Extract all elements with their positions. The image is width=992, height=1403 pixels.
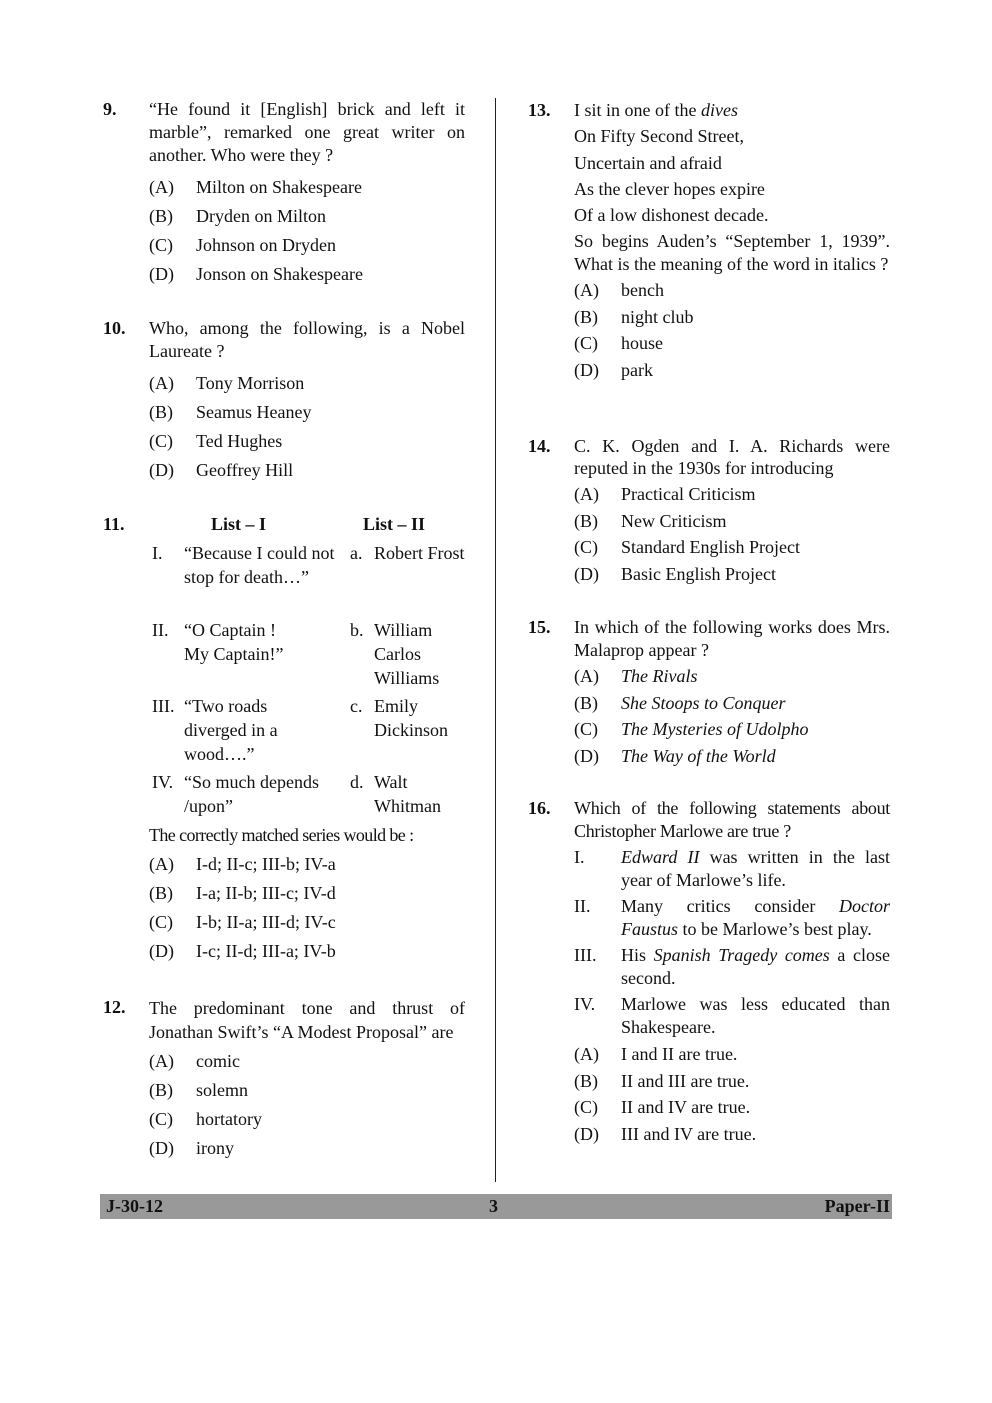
question-14: [528, 435, 890, 587]
question-number: 14.: [528, 436, 551, 456]
option-c: (C) I-b; II-a; III-d; IV-c: [149, 912, 336, 932]
option-c: (C) house: [574, 333, 663, 354]
option-d: (D) The Way of the World: [574, 745, 776, 766]
question-number: 12.: [103, 997, 126, 1017]
option-b: (B) night club: [574, 306, 694, 327]
option-b: (B) She Stoops to Conquer: [574, 692, 786, 713]
paper-code: J-30-12: [106, 1196, 163, 1216]
question-12: [103, 996, 465, 1163]
question-text: C. K. Ogden and I. A. Richards were reputed in the 1930s for introducing: [574, 436, 890, 478]
option-a: (A) Practical Criticism: [574, 484, 756, 504]
question-number: 9.: [103, 99, 117, 119]
question-text: In which of the following works does Mrs. Malaprop appear ?: [574, 617, 890, 660]
option-c: (C) hortatory: [149, 1109, 262, 1129]
option-b: (B) Dryden on Milton: [149, 206, 326, 226]
question-15: [528, 616, 890, 769]
question-9: [103, 98, 465, 289]
option-a: (A) The Rivals: [574, 666, 698, 686]
question-text: So begins Auden’s “September 1, 1939”. What is the meaning of the word in italics ?: [574, 231, 890, 275]
option-a: (A) Tony Morrison: [149, 373, 305, 393]
question-text: Which of the following statements about Christopher Marlowe are true ?: [574, 798, 890, 841]
statement-i: I. Edward II was written in the last year of Marlowe’s life.: [574, 847, 891, 890]
question-text: “He found it [English] brick and left it marble”, remarked one great writer on another. Who were they ?: [149, 99, 465, 165]
question-text: The predominant tone and thrust of Jonathan Swift’s “A Modest Proposal” are: [149, 998, 465, 1042]
option-d: (D) III and IV are true.: [574, 1123, 757, 1144]
option-c: (C) Johnson on Dryden: [149, 235, 336, 255]
option-c: (C) II and IV are true.: [574, 1097, 751, 1117]
question-10: [103, 317, 465, 485]
question-number: 13.: [528, 100, 551, 120]
page-number: 3: [489, 1196, 498, 1216]
question-number: 16.: [528, 798, 551, 818]
option-d: (D) Jonson on Shakespeare: [149, 264, 363, 284]
option-c: (C) Standard English Project: [574, 537, 800, 557]
option-d: (D) park: [574, 359, 653, 380]
statement-iv: IV. Marlowe was less educated than Shakespeare.: [574, 994, 890, 1037]
option-c: (C) The Mysteries of Udolpho: [574, 719, 809, 739]
statement-ii: II. Many critics consider Doctor Faustus to be Marlowe’s best play.: [574, 896, 890, 939]
option-d: (D) Basic English Project: [574, 563, 776, 584]
option-d: (D) Geoffrey Hill: [149, 460, 294, 480]
question-number: 10.: [103, 318, 126, 338]
option-a: (A) bench: [574, 280, 664, 301]
question-13: [528, 97, 890, 383]
statement-iii: III. His Spanish Tragedy comes a close second.: [574, 945, 890, 988]
page-footer: [100, 1194, 892, 1219]
option-a: (A) Milton on Shakespeare: [149, 177, 362, 197]
option-a: (A) comic: [149, 1051, 240, 1071]
option-a: (A) I-d; II-c; III-b; IV-a: [149, 854, 336, 874]
match-prompt: The correctly matched series would be :: [149, 825, 414, 845]
option-d: (D) I-c; II-d; III-a; IV-b: [149, 941, 336, 961]
question-16: [528, 797, 890, 1147]
option-b: (B) II and III are true.: [574, 1070, 750, 1091]
question-number: 11.: [103, 514, 125, 534]
option-b: (B) New Criticism: [574, 510, 727, 531]
option-c: (C) Ted Hughes: [149, 431, 283, 451]
question-11: 11. List – I List – II I. “Because I could not stop for death…” a. Robert Frost II. “O Captain ! My Captain!” b. William Carlos Williams III. “Two roads diverged in a wood….” c. Emily Dickinson IV. “So much depends /upon” d. Walt Whitman The correctly matched series would be : (A) I-d; II-c; III-b; IV-a (B) I-a; II-b; III-c; IV-d (C) I-b; II-a; III-d; IV-c (D) I-c; II-d; III-a; IV-b: [103, 513, 465, 973]
question-text: Who, among the following, is a Nobel Laureate ?: [149, 318, 465, 361]
option-b: (B) Seamus Heaney: [149, 402, 312, 422]
option-b: (B) solemn: [149, 1080, 248, 1100]
paper-label: Paper-II: [824, 1196, 890, 1216]
list-2-header: List – II: [363, 514, 426, 534]
option-d: (D) irony: [149, 1138, 234, 1158]
column-divider: [495, 98, 496, 1182]
option-b: (B) I-a; II-b; III-c; IV-d: [149, 883, 336, 903]
question-number: 15.: [528, 617, 551, 637]
poem-excerpt: I sit in one of the dives On Fifty Second Street, Uncertain and afraid As the clever hopes expire Of a low dishonest decade.: [574, 100, 769, 226]
option-a: (A) I and II are true.: [574, 1044, 738, 1064]
list-1-header: List – I: [211, 514, 267, 534]
